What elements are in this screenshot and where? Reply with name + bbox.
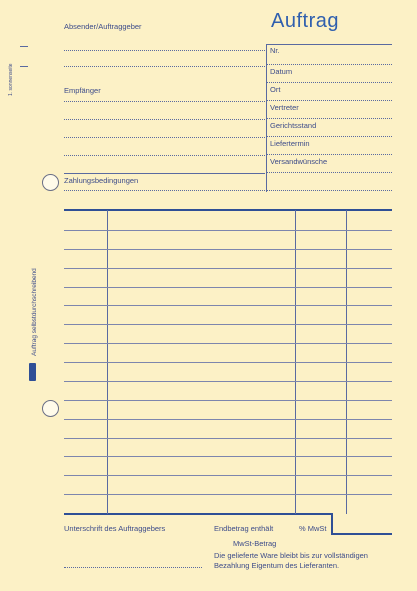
field-shipping-wishes-label: Versandwünsche: [270, 157, 328, 166]
field-representative-label: Vertreter: [270, 103, 299, 112]
field-jurisdiction-label: Gerichtsstand: [270, 121, 317, 130]
table-top-border: [64, 209, 392, 211]
recipient-line-3: [64, 137, 265, 138]
table-row-line: [64, 456, 392, 457]
field-shipping-wishes-line-2: [266, 190, 392, 191]
field-number-line: [266, 64, 392, 65]
table-row-line: [64, 305, 392, 306]
recipient-line-5: [64, 173, 265, 174]
recipient-line-2: [64, 119, 265, 120]
table-row-line: [64, 419, 392, 420]
table-row-line: [64, 362, 392, 363]
brand-logo: [29, 363, 36, 381]
total-box-bottom: [331, 533, 392, 535]
punch-hole-top: [42, 174, 59, 191]
punch-hole-bottom: [42, 400, 59, 417]
side-small-text: 1. sonnenseite: [8, 63, 14, 96]
signature-label: Unterschrift des Auftraggebers: [64, 524, 166, 533]
table-row-line: [64, 324, 392, 325]
signature-line: [64, 567, 202, 568]
field-place-label: Ort: [270, 85, 281, 94]
field-delivery-date-label: Liefertermin: [270, 139, 310, 148]
field-shipping-wishes-line-1: [266, 172, 392, 173]
note-line-2: Bezahlung Eigentum des Lieferanten.: [214, 561, 340, 570]
table-row-line: [64, 249, 392, 250]
vat-amount-label: MwSt-Betrag: [233, 539, 277, 548]
fold-mark-top: [20, 46, 28, 47]
total-label: Endbetrag enthält: [214, 524, 274, 533]
table-row-line: [64, 343, 392, 344]
recipient-line-4: [64, 155, 265, 156]
side-main-text: Auftrag selbstdurchschreibend: [31, 268, 38, 356]
sender-label: Absender/Auftraggeber: [64, 22, 142, 31]
field-date-line: [266, 82, 392, 83]
recipient-label: Empfänger: [64, 86, 101, 95]
recipient-line-1: [64, 101, 265, 102]
sender-line-2: [64, 66, 265, 67]
field-place-line: [266, 100, 392, 101]
sender-line-1: [64, 50, 265, 51]
table-row-line: [64, 287, 392, 288]
fold-mark-second: [20, 66, 28, 67]
form-title: Auftrag: [271, 10, 339, 32]
table-row-line: [64, 438, 392, 439]
table-row-line: [64, 268, 392, 269]
note-line-1: Die gelieferte Ware bleibt bis zur vollständigen: [214, 551, 368, 560]
table-row-line: [64, 475, 392, 476]
field-top-line: [266, 44, 392, 45]
table-row-line: [64, 230, 392, 231]
payment-terms-line: [64, 190, 265, 191]
table-row-line: [64, 400, 392, 401]
table-row-line: [64, 381, 392, 382]
table-row-line: [64, 494, 392, 495]
total-box-left: [331, 513, 333, 534]
field-representative-line: [266, 118, 392, 119]
field-jurisdiction-line: [266, 136, 392, 137]
table-bottom-border: [64, 513, 332, 515]
field-number-label: Nr.: [270, 46, 280, 55]
field-delivery-date-line: [266, 154, 392, 155]
payment-terms-label: Zahlungsbedingungen: [64, 176, 139, 185]
field-date-label: Datum: [270, 67, 293, 76]
vat-percent-label: % MwSt: [299, 524, 327, 533]
